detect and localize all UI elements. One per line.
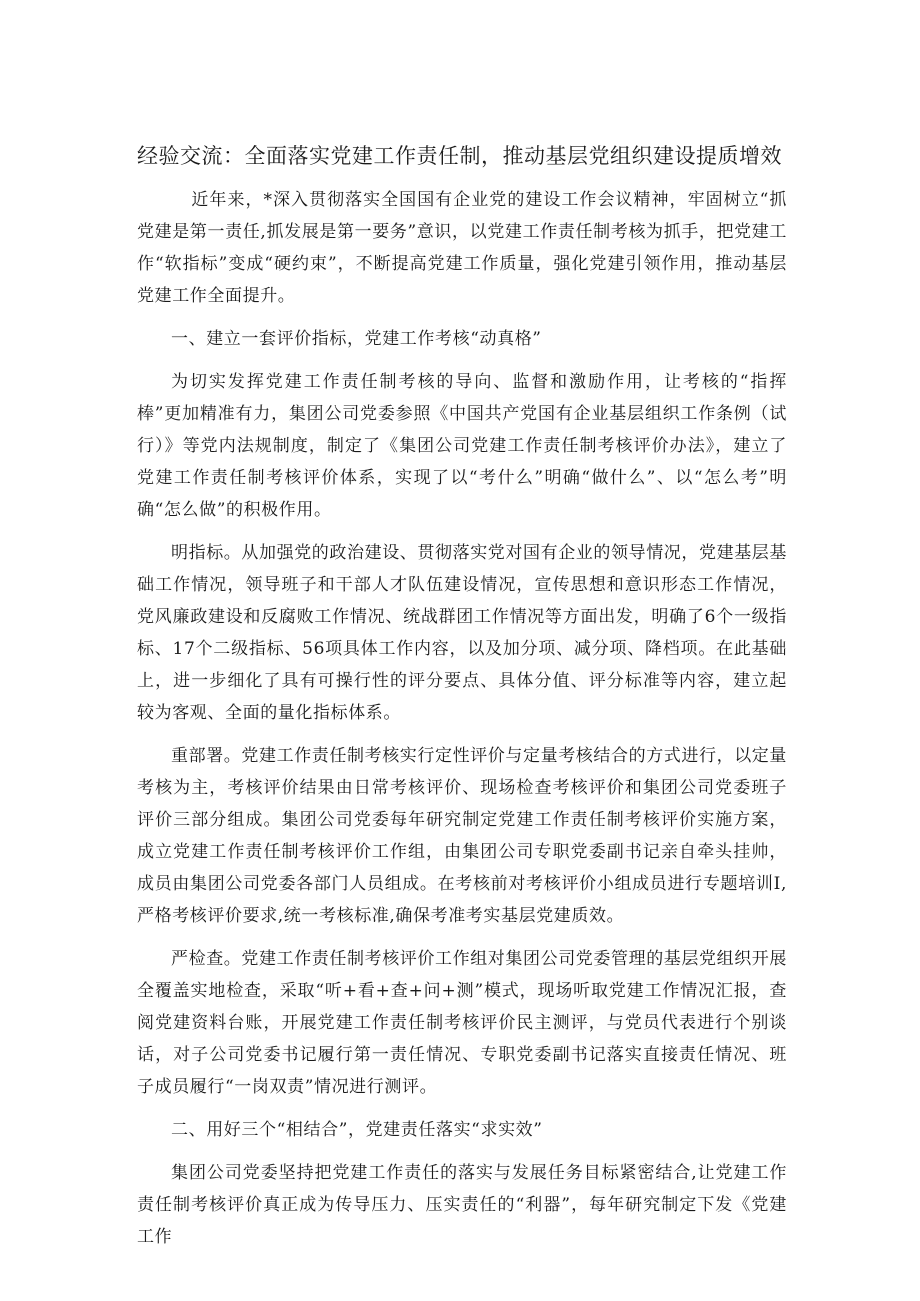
body-paragraph: 明指标。从加强党的政治建设、贯彻落实党对国有企业的领导情况，党建基层基础工作情况，领导班子和干部人才队伍建设情况，宣传思想和意识形态工作情况，党风廉政建设和反腐败工作情况、统战群团工作情况等方面出发，明确了6个一级指标、17个二级指标、56项具体工作内容，以及加分项、减分项、降档项。在此基础上，进一步细化了具有可操行性的评分要点、具体分值、评分标准等内容，建立起较为客观、全面的量化指标体系。 bbox=[137, 543, 787, 723]
document-title: 经验交流：全面落实党建工作责任制，推动基层党组织建设提质增效 bbox=[137, 144, 782, 168]
body-paragraph: 集团公司党委坚持把党建工作责任的落实与发展任务目标紧密结合,让党建工作责任制考核评价真正成为传导压力、压实责任的“利器”，每年研究制定下发《党建工作 bbox=[137, 1163, 787, 1247]
section-heading-2: 二、用好三个“相结合”，党建责任落实“求实效” bbox=[171, 1120, 543, 1140]
body-paragraph: 为切实发挥党建工作责任制考核的导向、监督和激励作用，让考核的“指挥棒”更加精准有力，集团公司党委参照《中国共产党国有企业基层组织工作条例（试行）》等党内法规制度，制定了《集团公司党建工作责任制考核评价办法》，建立了党建工作责任制考核评价体系，实现了以“考什么”明确“做什么”、以“怎么考”明确“怎么做”的积极作用。 bbox=[137, 372, 787, 520]
intro-paragraph: 近年来，*深入贯彻落实全国国有企业党的建设工作会议精神，牢固树立“抓党建是第一责任,抓发展是第一要务”意识，以党建工作责任制考核为抓手，把党建工作“软指标”变成“硬约束”，不断提高党建工作质量，强化党建引领作用，推动基层党建工作全面提升。 bbox=[137, 190, 787, 306]
body-paragraph: 重部署。党建工作责任制考核实行定性评价与定量考核结合的方式进行，以定量考核为主，考核评价结果由日常考核评价、现场检查考核评价和集团公司党委班子评价三部分组成。集团公司党委每年研究制定党建工作责任制考核评价实施方案，成立党建工作责任制考核评价工作组，由集团公司专职党委副书记亲自牵头挂帅，成员由集团公司党委各部门人员组成。在考核前对考核评价小组成员进行专题培训Ⅰ,严格考核评价要求,统一考核标准,确保考准考实基层党建质效。 bbox=[137, 746, 787, 926]
section-heading-1: 一、建立一套评价指标，党建工作考核“动真格” bbox=[171, 329, 542, 349]
document-body bbox=[137, 184, 787, 1264]
body-paragraph: 严检查。党建工作责任制考核评价工作组对集团公司党委管理的基层党组织开展全覆盖实地检查，采取“听+看+查+问+测”模式，现场听取党建工作情况汇报，查阅党建资料台账，开展党建工作责任制考核评价民主测评，与党员代表进行个别谈话，对子公司党委书记履行第一责任情况、专职党委副书记落实直接责任情况、班子成员履行“一岗双责”情况进行测评。 bbox=[137, 949, 787, 1097]
